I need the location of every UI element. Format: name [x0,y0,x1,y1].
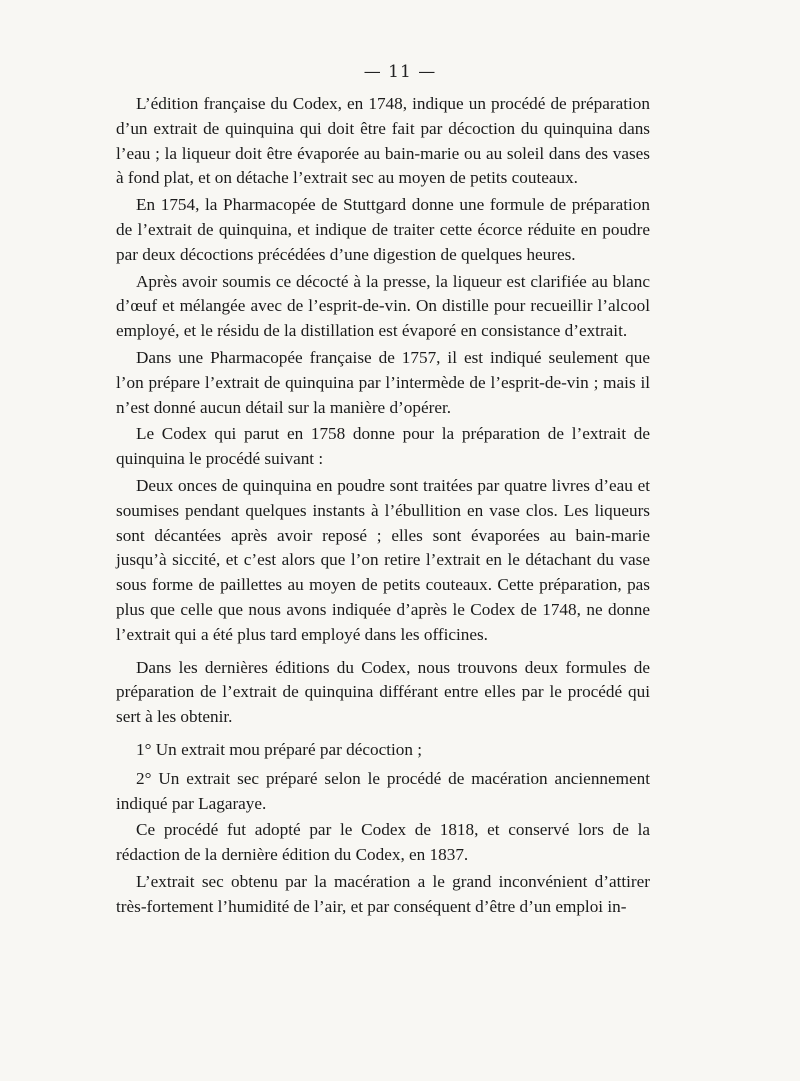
paragraph-extrait-sec: L’extrait sec obtenu par la macération a le grand inconvénient d’attirer très-fortement l’humidité de l’air, et par conséquent d’être d’un emploi in- [116,871,650,916]
paragraph-dernieres-editions: Dans les dernières éditions du Codex, nous trouvons deux formules de préparation de l’extrait de quinquina différant entre elles par le procédé qui sert à les obtenir. [116,657,650,727]
paragraph-stuttgard-1754: En 1754, la Pharmacopée de Stuttgard donne une formule de préparation de l’extrait de quinquina, et indique de traiter cette écorce réduite en poudre par deux décoctions précédées d’une digestion de quelques heures. [116,195,650,264]
paragraph-pharmacopee-1757: Dans une Pharmacopée française de 1757, il est indiqué seulement que l’on prépare l’extrait de quinquina par l’intermède de l’esprit-de-vin ; mais il n’est donné aucun détail sur la manière d’opérer. [116,347,650,417]
page-number: — 11 — [363,62,437,82]
paragraph-codex-1748: L’édition française du Codex, en 1748, indique un procédé de préparation d’un extrait de quinquina qui doit être fait par décoction du quinquina dans l’eau ; la liqueur doit être évaporée au bain-marie ou au soleil dans des vases à fond plat, et on détache l’extrait sec au moyen de petits couteaux. [116,94,650,188]
body-text [116,92,650,922]
paragraph-codex-1758: Le Codex qui parut en 1758 donne pour la préparation de l’extrait de quinquina le procédé suivant : [116,424,650,469]
paragraph-presse: Après avoir soumis ce décocté à la presse, la liqueur est clarifiée au blanc d’œuf et mélangée avec de l’esprit-de-vin. On distille pour recueillir l’alcool employé, et le résidu de la distillation est évaporé en consistance d’extrait. [116,271,650,341]
paragraph-codex-1818: Ce procédé fut adopté par le Codex de 1818, et conservé lors de la rédaction de la dernière édition du Codex, en 1837. [116,820,650,865]
list-item-extrait-sec: 2° Un extrait sec préparé selon le procédé de macération anciennement indiqué par Lagaraye. [116,768,650,813]
paragraph-deux-onces: Deux onces de quinquina en poudre sont traitées par quatre livres d’eau et soumises pendant quelques instants à l’ébullition en vase clos. Les liqueurs sont décantées après avoir reposé ; elles sont évaporées au bain-marie jusqu’à siccité, et c’est alors que l’on retire l’extrait en le détachant du vase sous forme de paillettes au moyen de petits couteaux. Cette préparation, pas plus que celle que nous avons indiquée d’après le Codex de 1748, ne donne l’extrait qui a été plus tard employé dans les officines. [116,475,650,644]
list-item-extrait-mou: 1° Un extrait mou préparé par décoction ; [136,739,423,759]
